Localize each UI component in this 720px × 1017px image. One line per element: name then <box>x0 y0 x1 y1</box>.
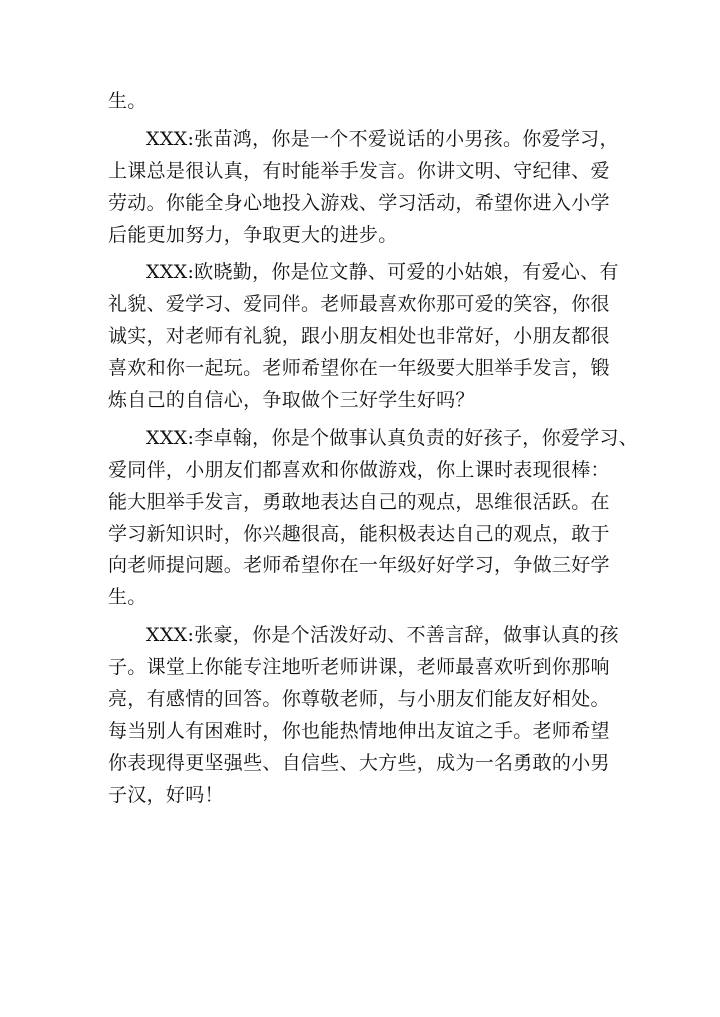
text-line: 诚实，对老师有礼貌，跟小朋友相处也非常好，小朋友都很 <box>108 325 610 348</box>
text-line: XXX:欧晓勤，你是位文静、可爱的小姑娘，有爱心、有 <box>146 261 619 284</box>
text-line: 向老师提问题。老师希望你在一年级好好学习，争做三好学 <box>108 554 610 577</box>
text-line: 能大胆举手发言，勇敢地表达自己的观点，思维很活跃。在 <box>108 490 610 513</box>
text-line: 上课总是很认真，有时能举手发言。你讲文明、守纪律、爱 <box>108 159 610 182</box>
text-line: 劳动。你能全身心地投入游戏、学习活动，希望你进入小学 <box>108 191 610 214</box>
document-body <box>108 86 639 812</box>
text-line: 每当别人有困难时，你也能热情地伸出友谊之手。老师希望 <box>108 719 610 742</box>
paragraph-li-zhuohan <box>108 423 639 614</box>
text-line: 爱同伴，小朋友们都喜欢和你做游戏，你上课时表现很棒： <box>108 458 610 481</box>
text-line: 炼自己的自信心，争取做个三好学生好吗？ <box>108 389 475 412</box>
paragraph-continuation <box>108 86 618 118</box>
text-line: 学习新知识时，你兴趣很高，能积极表达自己的观点，敢于 <box>108 522 610 545</box>
paragraph-ou-xiaoqin <box>108 257 618 416</box>
text-line: 你表现得更坚强些、自信些、大方些，成为一名勇敢的小男 <box>108 751 610 774</box>
text-line: 生。 <box>108 586 147 609</box>
text-line: 礼貌、爱学习、爱同伴。老师最喜欢你那可爱的笑容，你很 <box>108 293 610 316</box>
text-line: 子汉，好吗！ <box>108 783 224 806</box>
text-line: 生。 <box>108 90 147 112</box>
paragraph-zhang-hao <box>108 620 618 811</box>
text-line: 子。课堂上你能专注地听老师讲课，老师最喜欢听到你那响 <box>108 656 610 679</box>
paragraph-zhang-miaohong <box>108 124 618 252</box>
text-line: XXX:李卓翰，你是个做事认真负责的好孩子，你爱学习、 <box>146 426 639 449</box>
text-line: 喜欢和你一起玩。老师希望你在一年级要大胆举手发言，锻 <box>108 357 610 380</box>
text-line: XXX:张豪，你是个活泼好动、不善言辞，做事认真的孩 <box>146 624 619 647</box>
text-line: XXX:张苗鸿，你是一个不爱说话的小男孩。你爱学习， <box>146 127 619 150</box>
text-line: 亮，有感情的回答。你尊敬老师，与小朋友们能友好相处。 <box>108 688 610 711</box>
text-line: 后能更加努力，争取更大的进步。 <box>108 223 398 246</box>
